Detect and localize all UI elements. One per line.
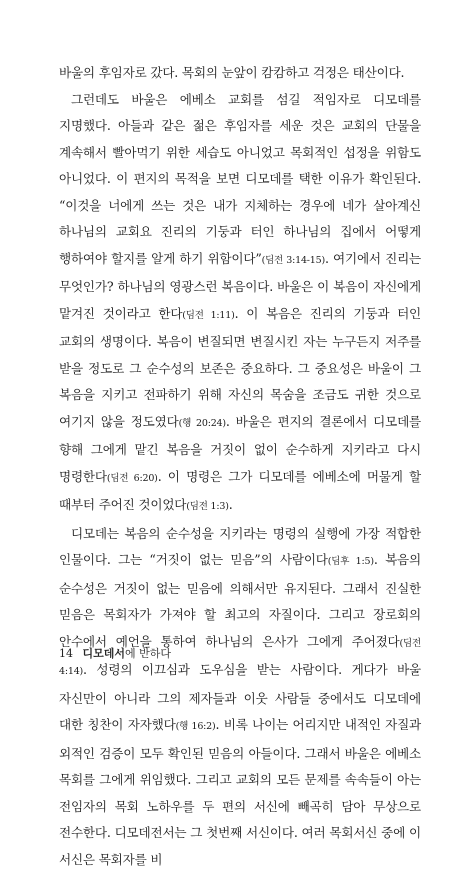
paragraph xyxy=(59,87,421,521)
scripture-reference: (딤전 6:20) xyxy=(107,473,158,484)
scripture-reference: (딤전 1:11) xyxy=(182,310,234,321)
running-title-rest: 에 반하다 xyxy=(125,647,171,660)
paragraph-text: 디모데는 복음의 순수성을 지키라는 명령의 실행에 가장 적합한 인물이다. 그는 “거짓이 없는 믿음”의 사람이다 xyxy=(59,526,421,568)
scripture-reference: (딤후 1:5) xyxy=(328,556,374,567)
paragraph-text: . xyxy=(229,497,233,512)
paragraph-text: . 이 복음은 진리의 기둥과 터인 교회의 생명이다. 복음이 변질되면 변질시킨 자는 누구든지 저주를 받을 정도로 그 순수성의 보존은 중요하다. 그 중요성은 바울이 그 복음을 지키고 전파하기 위해 자신의 목숨을 조금도 귀한 것으로 여기지 않을 정도였다 xyxy=(59,306,421,429)
scripture-reference: (딤전 4:14) xyxy=(59,638,421,678)
body-text xyxy=(59,60,421,873)
paragraph-text: . 여기에서 진리는 무엇인가? 하나님의 영광스런 복음이다. 바울은 이 복음이 자신에게 맡겨진 것이라고 한다 xyxy=(59,251,421,321)
paragraph xyxy=(59,521,421,873)
paragraph-text: 바울의 후임자로 갔다. 목회의 눈앞이 캄캄하고 걱정은 태산이다. xyxy=(59,65,404,80)
page-number: 14 xyxy=(59,647,73,660)
page-footer xyxy=(59,645,171,661)
paragraph-text: . 이 명령은 그가 디모데를 에베소에 머물게 할 때부터 주어진 것이었다 xyxy=(59,469,421,513)
paragraph-text: . 복음의 순수성은 거짓이 없는 믿음에 의해서만 유지된다. 그래서 진실한 믿음은 목회자가 가져야 할 최고의 자질이다. 그리고 장로회의 안수에서 예언을 통하여 하나님의 은사가 그에게 주어졌다 xyxy=(59,552,421,649)
running-title-bold: 디모데서 xyxy=(83,647,126,660)
paragraph xyxy=(59,60,421,87)
scripture-reference: (딤전 3:14-15) xyxy=(262,255,325,266)
paragraph-text: . 바울은 편지의 결론에서 디모데를 향해 그에게 맡긴 복음을 거짓이 없이 순수하게 지키라고 다시 명령한다 xyxy=(59,414,421,484)
scripture-reference: (행 20:24) xyxy=(179,418,226,429)
paragraph-text: 그런데도 바울은 에베소 교회를 섬길 적임자로 디모데를 지명했다. 아들과 같은 젊은 후임자를 세운 것은 교회의 단물을 계속해서 빨아먹기 위한 세습도 아니었고 목회적인 섭정을 위함도 아니었다. 이 편지의 목적을 보면 디모데를 택한 이유가 확인된다. “이것을 너에게 쓰는 것은 내가 지체하는 경우에 네가 살아계신 하나님의 교회요 진리의 기둥과 터인 하나님의 집에서 어떻게 행하여야 할지를 알게 하기 위함이다” xyxy=(59,92,421,266)
paragraph-text: . 성령의 이끄심과 도우심을 받는 사람이다. 게다가 바울 자신만이 아니라 그의 제자들과 이웃 사람들 중에서도 디모데에 대한 칭찬이 자자했다 xyxy=(59,662,421,732)
paragraph-text: . 비록 나이는 어리지만 내적인 자질과 외적인 검증이 모두 확인된 믿음의 아들이다. 그래서 바울은 에베소 목회를 그에게 위임했다. 그리고 교회의 모든 문제를 속속들이 아는 전임자의 목회 노하우를 두 편의 서신에 빼곡히 담아 무상으로 전수한다. 디모데전서는 그 첫번째 서신이다. 여러 목회서신 중에 이 서신은 목회자를 비 xyxy=(59,717,421,867)
scripture-reference: (행 16:2) xyxy=(176,721,216,732)
scripture-reference: (딤전 1:3) xyxy=(186,501,228,512)
